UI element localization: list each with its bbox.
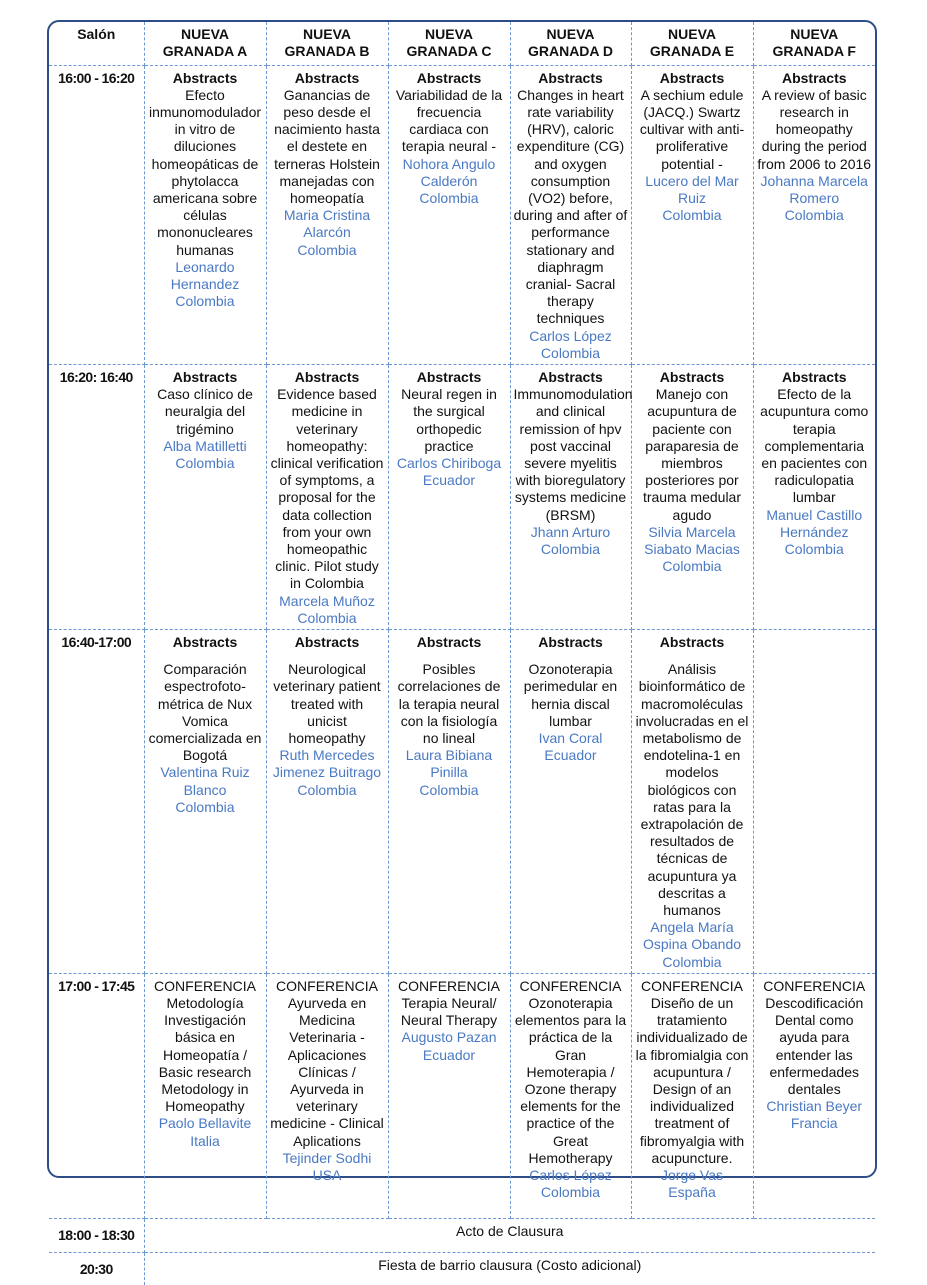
- session-title: Terapia Neural/ Neural Therapy: [400, 995, 498, 1029]
- session-cell: [266, 364, 388, 629]
- session-type: Abstracts: [294, 634, 360, 650]
- session-country: Colombia: [297, 609, 357, 626]
- session-cell: [510, 973, 631, 1218]
- session-country: Ecuador: [544, 747, 597, 764]
- session-author: Nohora Angulo Calderón: [402, 155, 496, 189]
- time-slot: 16:00 - 16:20: [49, 65, 144, 364]
- session-row: [49, 65, 875, 364]
- session-country: Ecuador: [422, 1046, 476, 1063]
- schedule-table: [49, 22, 875, 1285]
- room-header: NUEVA GRANADA A: [144, 22, 266, 65]
- session-type: Abstracts: [172, 368, 238, 385]
- time-slot: 18:00 - 18:30: [49, 1218, 144, 1252]
- session-title: Variabilidad de la frecuencia cardiaca con terapia neural -: [395, 86, 503, 155]
- session-cell: [388, 65, 510, 364]
- header-row: [49, 22, 875, 65]
- session-type: Abstracts: [659, 69, 725, 86]
- session-cell: [144, 364, 266, 629]
- session-type: Abstracts: [538, 69, 603, 86]
- session-author: Alba Matilletti: [163, 437, 247, 454]
- room-header: NUEVA GRANADA D: [510, 22, 631, 65]
- session-author: Johanna Marcela Romero: [760, 172, 868, 206]
- session-author: Paolo Bellavite: [158, 1115, 252, 1132]
- session-type: Abstracts: [172, 69, 238, 86]
- session-title: Comparación espectrofoto-métrica de Nux Vomica comercializada en Bogotá: [148, 661, 262, 764]
- session-type: Abstracts: [781, 69, 847, 86]
- session-row: [49, 973, 875, 1218]
- session-type: Abstracts: [659, 634, 725, 650]
- session-title: Diseño de un tratamiento individualizado de la fibromialgia con acupuntura / Design of an individualized treatment of fibromyalgia with acupuncture.: [635, 995, 749, 1166]
- session-type: CONFERENCIA: [276, 977, 378, 994]
- closing-event: Fiesta de barrio clausura (Costo adicional): [144, 1252, 875, 1285]
- session-title: Manejo con acupuntura de paciente con paraparesia de miembros posteriores por trauma medular agudo: [642, 386, 742, 523]
- session-country: Colombia: [784, 540, 844, 557]
- time-slot: 16:20: 16:40: [49, 364, 144, 629]
- room-header: NUEVA GRANADA B: [266, 22, 388, 65]
- session-cell: [144, 973, 266, 1218]
- spacer: [514, 651, 628, 661]
- session-author: Carlos López: [529, 1167, 612, 1184]
- session-author: Tejinder Sodhi: [282, 1149, 372, 1166]
- room-header: NUEVA GRANADA C: [388, 22, 510, 65]
- time-slot: 17:00 - 17:45: [49, 973, 144, 1218]
- session-author: Marcela Muñoz: [279, 592, 375, 609]
- closing-row: [49, 1252, 875, 1285]
- session-country: Ecuador: [422, 472, 476, 489]
- session-country: Colombia: [540, 344, 601, 361]
- session-country: Colombia: [784, 207, 844, 224]
- spacer: [148, 651, 263, 661]
- time-slot: 20:30: [49, 1252, 144, 1285]
- session-author: Laura Bibiana Pinilla: [405, 747, 493, 781]
- session-title: Ozonoterapia elementos para la práctica de la Gran Hemoterapia / Ozone therapy elements for the practice of the Great Hemotherapy: [514, 995, 627, 1166]
- spacer: [635, 651, 750, 661]
- session-type: Abstracts: [294, 368, 360, 385]
- session-type: Abstracts: [416, 634, 482, 650]
- session-cell: [510, 364, 631, 629]
- session-type: Abstracts: [416, 69, 482, 86]
- session-author: Jhann Arturo: [530, 523, 611, 540]
- session-cell: [510, 630, 631, 974]
- session-title: Evidence based medicine in veterinary homeopathy: clinical verification of symptoms, a proposal for the data collection from your own homeopathic clinic. Pilot study in Colombia: [270, 386, 384, 592]
- session-type: CONFERENCIA: [641, 977, 743, 994]
- session-country: Italia: [190, 1132, 220, 1149]
- session-title: Immunomodulation and clinical remission of hpv post vaccinal severe myelitis with bioregulatory systems medicine (BRSM): [513, 386, 633, 523]
- session-type: CONFERENCIA: [763, 977, 866, 994]
- session-author: Carlos Chiriboga: [396, 454, 502, 471]
- session-author: Leonardo Hernandez: [170, 258, 240, 292]
- session-title: Ayurveda en Medicina Veterinaria - Aplicaciones Clínicas / Ayurveda in veterinary medicine - Clinical Aplications: [270, 995, 384, 1149]
- room-header: NUEVA GRANADA F: [753, 22, 875, 65]
- spacer: [270, 651, 385, 661]
- session-cell: [631, 65, 753, 364]
- salon-header: Salón: [49, 22, 144, 65]
- session-row: [49, 364, 875, 629]
- session-cell: [753, 364, 875, 629]
- session-cell: [388, 973, 510, 1218]
- session-cell: [388, 630, 510, 974]
- session-author: Augusto Pazan: [401, 1029, 497, 1046]
- session-cell: [753, 630, 875, 974]
- session-author: Angela María Ospina Obando: [642, 919, 742, 953]
- session-country: Colombia: [175, 798, 235, 815]
- closing-event: Acto de Clausura: [144, 1218, 875, 1252]
- session-country: Colombia: [297, 781, 357, 798]
- session-title: Ozonoterapia perimedular en hernia discal lumbar: [523, 661, 618, 729]
- session-type: Abstracts: [172, 634, 238, 650]
- session-cell: [631, 364, 753, 629]
- session-cell: [753, 65, 875, 364]
- session-title: Efecto de la acupuntura como terapia complementaria en pacientes con radiculopatia lumbar: [760, 386, 869, 506]
- session-country: Colombia: [662, 207, 722, 224]
- session-cell: [388, 364, 510, 629]
- session-type: Abstracts: [538, 634, 603, 650]
- session-country: Colombia: [419, 189, 479, 206]
- session-type: CONFERENCIA: [154, 977, 256, 994]
- session-cell: [144, 630, 266, 974]
- session-row: [49, 630, 875, 974]
- closing-row: [49, 1218, 875, 1252]
- session-author: Valentina Ruiz Blanco: [160, 764, 250, 798]
- session-author: Jorge Vas: [661, 1167, 723, 1184]
- session-title: Neural regen in the surgical orthopedic practice: [401, 386, 497, 454]
- session-cell: [631, 973, 753, 1218]
- session-author: Ruth Mercedes Jimenez Buitrago: [272, 747, 382, 781]
- session-title: Análisis bioinformático de macromoléculas involucradas en el metabolismo de endotelina-1 en modelos biológicos con ratas para la extrapolación de resultados de técnicas de acupuntura ya descritas a humanos: [635, 661, 749, 919]
- session-title: Descodificación Dental como ayuda para entender las enfermedades dentales: [765, 995, 864, 1098]
- session-title: Efecto inmunomodulador in vitro de diluciones homeopáticas de phytolacca americana sobre células mononucleares humanas: [148, 86, 262, 258]
- session-cell: [266, 65, 388, 364]
- session-country: Francia: [790, 1115, 838, 1132]
- time-slot: 16:40-17:00: [49, 630, 144, 974]
- session-title: Caso clínico de neuralgia del trigémino: [157, 386, 253, 437]
- session-country: España: [668, 1184, 716, 1201]
- session-author: Silvia Marcela Siabato Macias: [644, 523, 740, 557]
- session-country: Colombia: [662, 953, 722, 970]
- session-title: Neurological veterinary patient treated with unicist homeopathy: [273, 661, 381, 747]
- session-type: Abstracts: [294, 69, 360, 86]
- session-title: Metodología Investigación básica en Homeopatía / Basic research Metodology in Homeopathy: [158, 995, 252, 1115]
- session-author: Maria Cristina Alarcón: [283, 207, 371, 241]
- session-country: USA: [312, 1167, 342, 1184]
- session-type: Abstracts: [416, 368, 482, 385]
- session-author: Manuel Castillo Hernández: [766, 506, 863, 540]
- session-title: Posibles correlaciones de la terapia neural con la fisiología no lineal: [397, 661, 501, 747]
- spacer: [392, 651, 507, 661]
- session-author: Christian Beyer: [766, 1098, 863, 1115]
- session-cell: [144, 65, 266, 364]
- session-country: Colombia: [540, 1184, 601, 1201]
- session-title: Ganancias de peso desde el nacimiento hasta el destete en terneras Holstein manejadas con homeopatía: [274, 86, 380, 206]
- session-type: CONFERENCIA: [519, 977, 622, 994]
- session-cell: [266, 973, 388, 1218]
- room-header: NUEVA GRANADA E: [631, 22, 753, 65]
- session-author: Carlos López: [529, 327, 612, 344]
- session-type: Abstracts: [538, 368, 603, 385]
- session-type: CONFERENCIA: [398, 977, 500, 994]
- session-country: Colombia: [662, 558, 722, 575]
- session-country: Colombia: [175, 293, 235, 310]
- session-type: Abstracts: [781, 368, 847, 385]
- session-country: Colombia: [297, 241, 357, 258]
- session-title: A sechium edule (JACQ.) Swartz cultivar with anti-proliferative potential -: [639, 86, 745, 172]
- session-author: Ivan Coral: [538, 730, 603, 747]
- session-type: Abstracts: [659, 368, 725, 385]
- session-country: Colombia: [540, 540, 601, 557]
- session-country: Colombia: [419, 781, 479, 798]
- session-title: A review of basic research in homeopathy during the period from 2006 to 2016: [757, 86, 872, 172]
- session-cell: [753, 973, 875, 1218]
- session-author: Lucero del Mar Ruiz: [645, 172, 739, 206]
- session-cell: [510, 65, 631, 364]
- session-cell: [631, 630, 753, 974]
- session-title: Changes in heart rate variability (HRV), caloric expenditure (CG) and oxygen consumption (VO2) before, during and after of performance stationary and diaphragm cranial- Sacral therapy techniques: [513, 86, 628, 327]
- session-cell: [266, 630, 388, 974]
- session-country: Colombia: [175, 454, 235, 471]
